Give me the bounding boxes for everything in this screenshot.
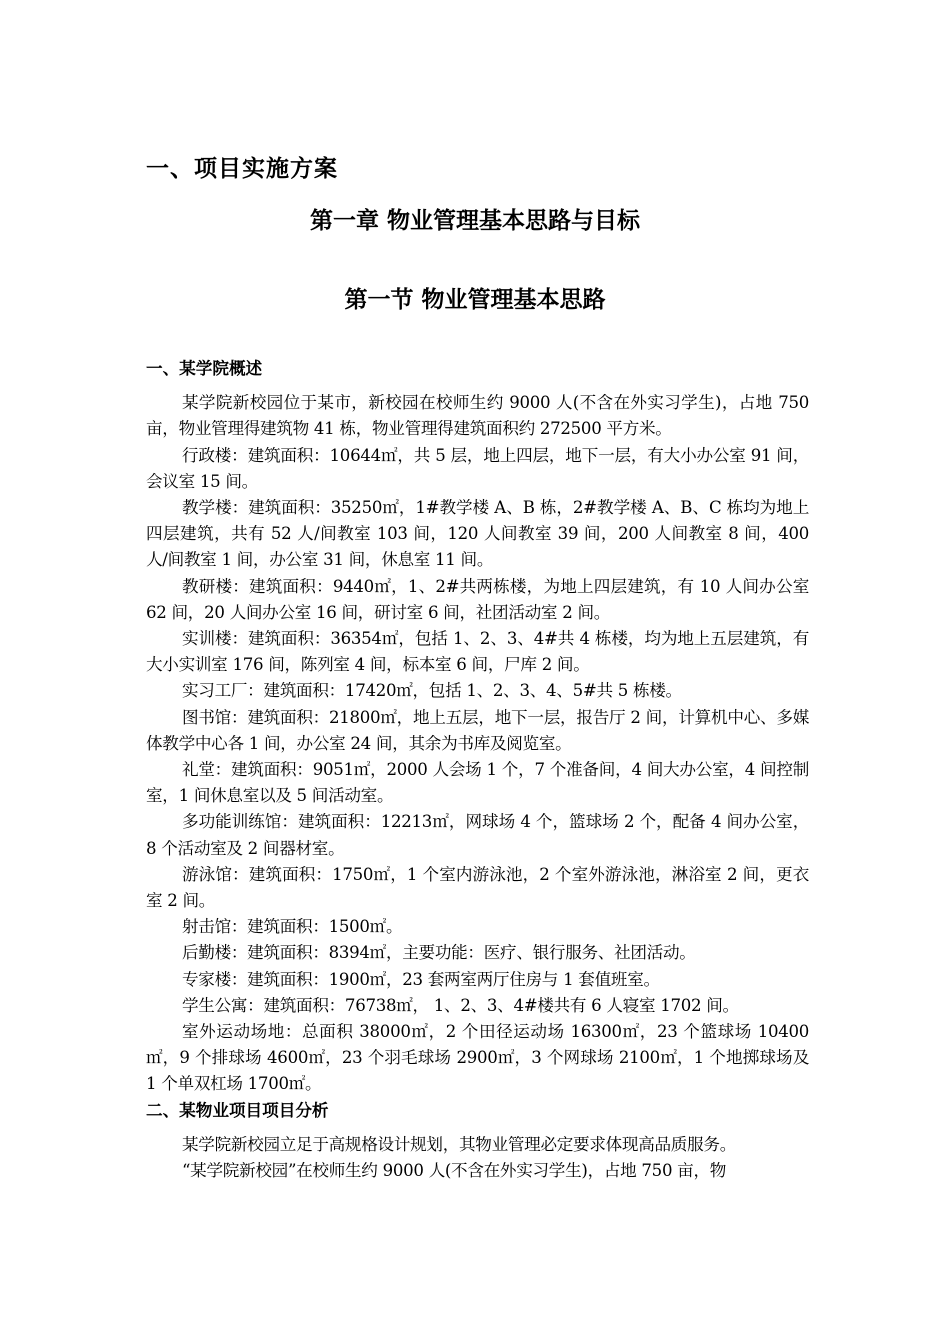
- paragraph: 教学楼：建筑面积：35250㎡，1#教学楼 A、B 栋，2#教学楼 A、B、C 栋均为地上四层建筑，共有 52 人/间教室 103 间，120 人间教室 39 间，200 人间教室 8 间，400 人/间教室 1 间，办公室 31 间，休息室 11 间。: [146, 498, 809, 570]
- section-heading: 第一节 物业管理基本思路: [344, 287, 606, 313]
- paragraph: 学生公寓：建筑面积：76738㎡， 1、2、3、4#楼共有 6 人寝室 1702 间。: [182, 995, 739, 1015]
- chapter-heading: 第一章 物业管理基本思路与目标: [309, 208, 640, 234]
- paragraph: 射击馆：建筑面积：1500㎡。: [182, 917, 403, 937]
- document-body: [146, 356, 809, 1184]
- paragraph: 后勤楼：建筑面积：8394㎡，主要功能：医疗、银行服务、社团活动。: [182, 943, 696, 963]
- paragraph: 某学院新校园位于某市，新校园在校师生约 9000 人(不含在外实习学生)，占地 750 亩，物业管理得建筑物 41 栋，物业管理得建筑面积约 272500 平方米。: [146, 393, 809, 439]
- paragraph: 教研楼：建筑面积：9440㎡，1、2#共两栋楼，为地上四层建筑，有 10 人间办公室 62 间，20 人间办公室 16 间，研讨室 6 间，社团活动室 2 间。: [146, 576, 809, 622]
- paragraph: 室外运动场地：总面积 38000㎡，2 个田径运动场 16300㎡，23 个篮球场 10400㎡，9 个排球场 4600㎡，23 个羽毛球场 2900㎡，3 个网球场 2100㎡，1 个地掷球场及 1 个单双杠场 1700㎡。: [146, 1022, 809, 1094]
- paragraph: 实习工厂：建筑面积：17420㎡，包括 1、2、3、4、5#共 5 栋楼。: [182, 681, 682, 701]
- paragraph: 图书馆：建筑面积：21800㎡，地上五层，地下一层，报告厅 2 间，计算机中心、多媒体教学中心各 1 间，办公室 24 间，其余为书库及阅览室。: [146, 707, 809, 753]
- paragraph: 某学院新校园立足于高规格设计规划，其物业管理必定要求体现高品质服务。: [182, 1134, 736, 1154]
- paragraph: 实训楼：建筑面积：36354㎡，包括 1、2、3、4#共 4 栋楼，均为地上五层建筑，有大小实训室 176 间，陈列室 4 间，标本室 6 间，尸库 2 间。: [146, 629, 809, 675]
- subsection-heading: 一、某学院概述: [146, 359, 263, 378]
- paragraph: “某学院新校园”在校师生约 9000 人(不含在外实习学生)，占地 750 亩，物: [182, 1161, 727, 1181]
- paragraph: 多功能训练馆：建筑面积：12213㎡，网球场 4 个，篮球场 2 个，配备 4 间办公室，8 个活动室及 2 间器材室。: [146, 812, 809, 858]
- paragraph: 行政楼：建筑面积：10644㎡，共 5 层，地上四层，地下一层，有大小办公室 91 间，会议室 15 间。: [146, 445, 809, 491]
- part-heading: 一、项目实施方案: [146, 156, 338, 182]
- paragraph: 游泳馆：建筑面积：1750㎡，1 个室内游泳池，2 个室外游泳池，淋浴室 2 间，更衣室 2 间。: [146, 864, 809, 911]
- paragraph: 礼堂：建筑面积：9051㎡，2000 人会场 1 个，7 个准备间，4 间大办公室，4 间控制室，1 间休息室以及 5 间活动室。: [146, 760, 809, 806]
- paragraph: 专家楼：建筑面积：1900㎡，23 套两室两厅住房与 1 套值班室。: [182, 969, 660, 989]
- subsection-heading: 二、某物业项目项目分析: [146, 1100, 329, 1120]
